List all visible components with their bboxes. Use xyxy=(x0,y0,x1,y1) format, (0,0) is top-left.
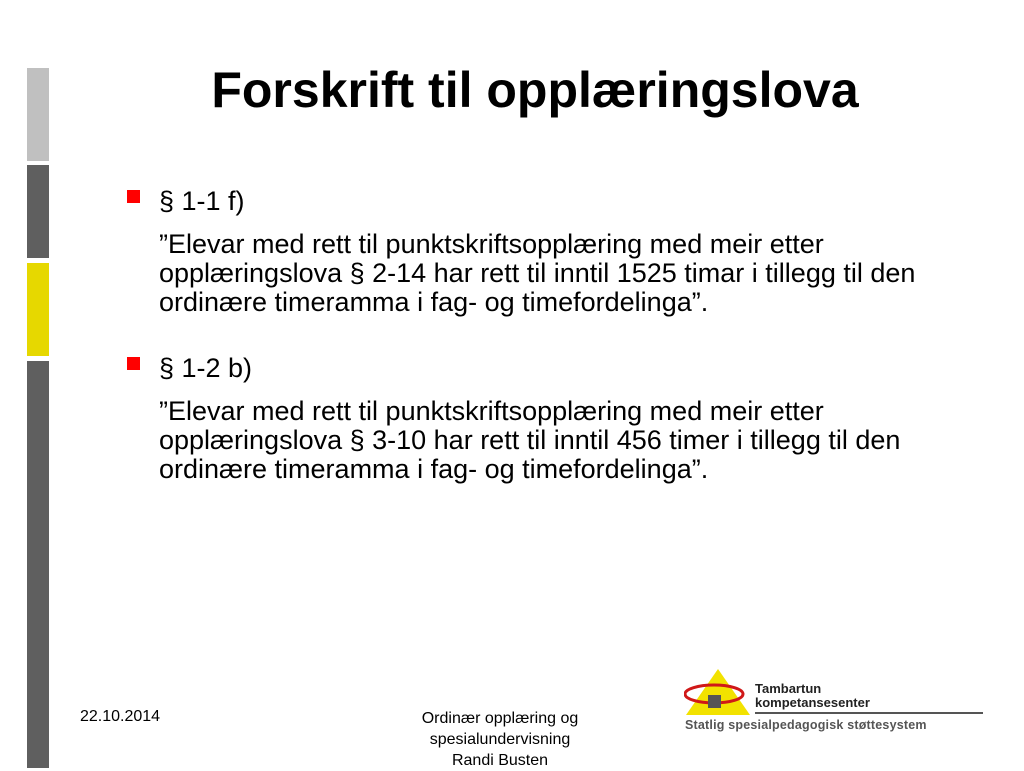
bullet-item xyxy=(124,351,944,484)
footer-line: Ordinær opplæring og xyxy=(421,710,579,727)
bullet-quote: ”Elevar med rett til punktskriftsopplæring med meir etter opplæringslova § 3-10 har rett til inntil 456 timer i tillegg til den ordinære timeramma i fag- og timefordelinga”. xyxy=(159,396,901,484)
bullet-square-icon xyxy=(127,357,140,370)
side-bar-segment xyxy=(27,165,49,258)
slide-content xyxy=(124,184,944,484)
bullet-heading: § 1-2 b) xyxy=(159,353,253,383)
slide-title: Forskrift til opplæringslova xyxy=(211,62,859,118)
side-bar-segment xyxy=(27,361,49,768)
footer-date: 22.10.2014 xyxy=(80,708,161,725)
logo-name-line: Tambartun xyxy=(755,681,822,696)
side-bar-segment xyxy=(27,263,49,356)
footer-center-text xyxy=(370,708,630,771)
tambartun-logo-mark-icon xyxy=(684,668,752,716)
footer-line: spesialundervisning xyxy=(429,731,571,748)
logo-tagline: Statlig spesialpedagogisk støttesystem xyxy=(685,718,927,732)
footer-line: Randi Busten xyxy=(451,752,549,769)
logo-name xyxy=(755,682,870,710)
logo-square xyxy=(708,695,721,708)
bullet-heading: § 1-1 f) xyxy=(159,186,245,216)
bullet-item xyxy=(124,184,944,317)
logo-name-line: kompetansesenter xyxy=(755,695,870,710)
bullet-quote: ”Elevar med rett til punktskriftsopplæring med meir etter opplæringslova § 2-14 har rett til inntil 1525 timar i tillegg til den ordinære timeramma i fag- og timefordelinga”. xyxy=(159,229,916,317)
tambartun-logo xyxy=(680,668,990,738)
bullet-square-icon xyxy=(127,190,140,203)
logo-divider xyxy=(755,712,983,714)
